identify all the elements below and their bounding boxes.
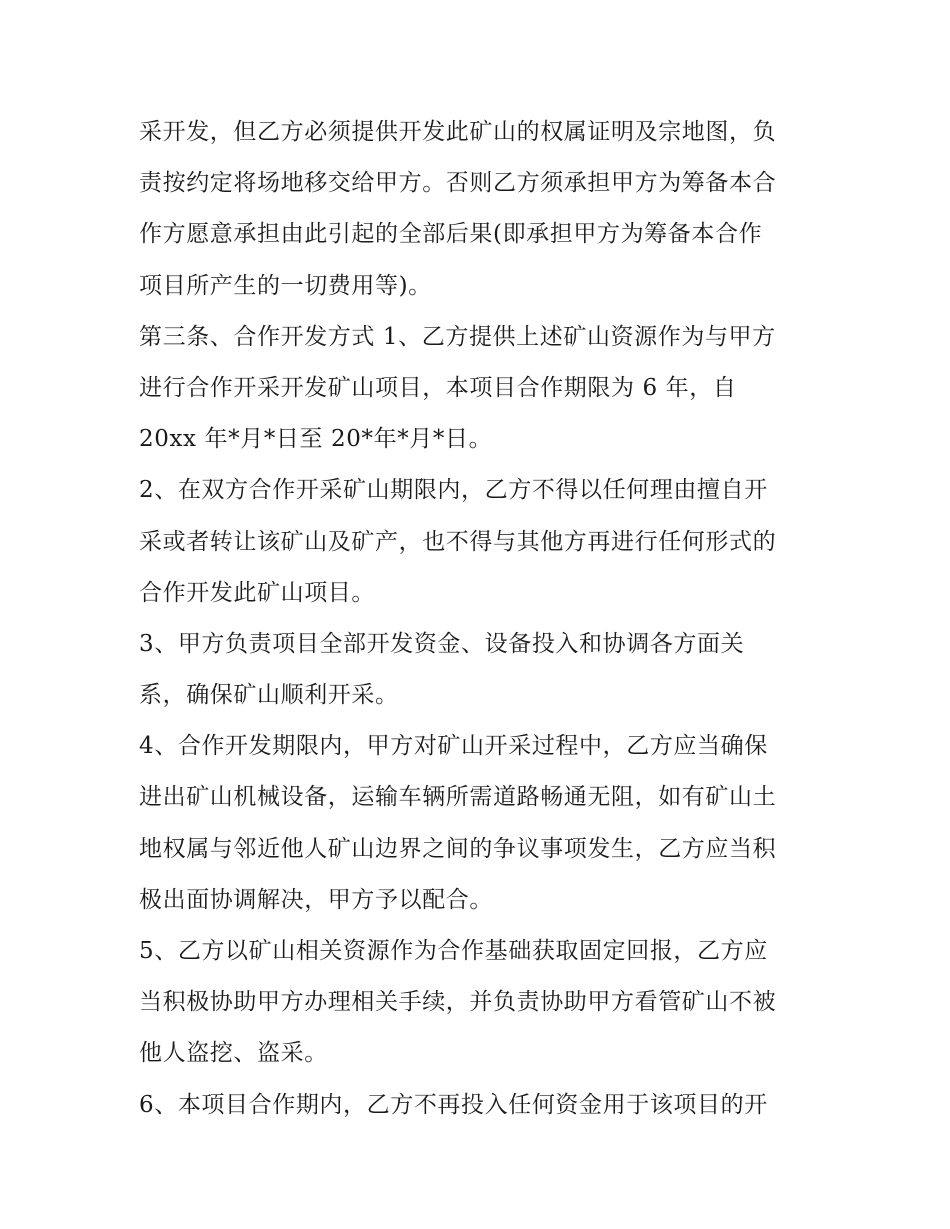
text-line: 6、本项目合作期内，乙方不再投入任何资金用于该项目的开 — [139, 1091, 768, 1118]
document-body — [139, 107, 819, 1131]
text-line: 进出矿山机械设备，运输车辆所需道路畅通无阻，如有矿山土 — [139, 784, 777, 811]
text-line: 他人盗挖、盗采。 — [139, 1040, 328, 1067]
text-line: 5、乙方以矿山相关资源作为合作基础获取固定回报，乙方应 — [139, 938, 768, 964]
text-line: 4、合作开发期限内，甲方对矿山开采过程中，乙方应当确保 — [139, 733, 768, 760]
text-line: 采或者转让该矿山及矿产，也不得与其他方再进行任何形式的 — [139, 528, 777, 555]
text-line: 进行合作开采开发矿山项目，本项目合作期限为 6 年，自 — [139, 374, 737, 401]
text-line: 项目所产生的一切费用等)。 — [139, 272, 432, 299]
text-line: 当积极协助甲方办理相关手续，并负责协助甲方看管矿山不被 — [139, 989, 777, 1016]
text-line: 20xx 年*月*日至 20*年*月*日。 — [139, 426, 493, 453]
text-line: 2、在双方合作开采矿山期限内，乙方不得以任何理由擅自开 — [139, 477, 768, 504]
text-line: 3、甲方负责项目全部开发资金、设备投入和协调各方面关 — [139, 630, 745, 657]
text-line: 极出面协调解决，甲方予以配合。 — [139, 886, 493, 913]
text-line: 合作开发此矿山项目。 — [139, 579, 375, 606]
text-line: 采开发，但乙方必须提供开发此矿山的权属证明及宗地图，负 — [139, 119, 777, 145]
text-line: 第三条、合作开发方式 1、乙方提供上述矿山资源作为与甲方 — [139, 323, 776, 350]
text-line: 作方愿意承担由此引起的全部后果(即承担甲方为筹备本合作 — [139, 221, 763, 248]
text-line: 责按约定将场地移交给甲方。否则乙方须承担甲方为筹备本合 — [139, 170, 777, 197]
text-line: 系，确保矿山顺利开采。 — [139, 682, 399, 709]
text-line: 地权属与邻近他人矿山边界之间的争议事项发生，乙方应当积 — [139, 835, 777, 862]
